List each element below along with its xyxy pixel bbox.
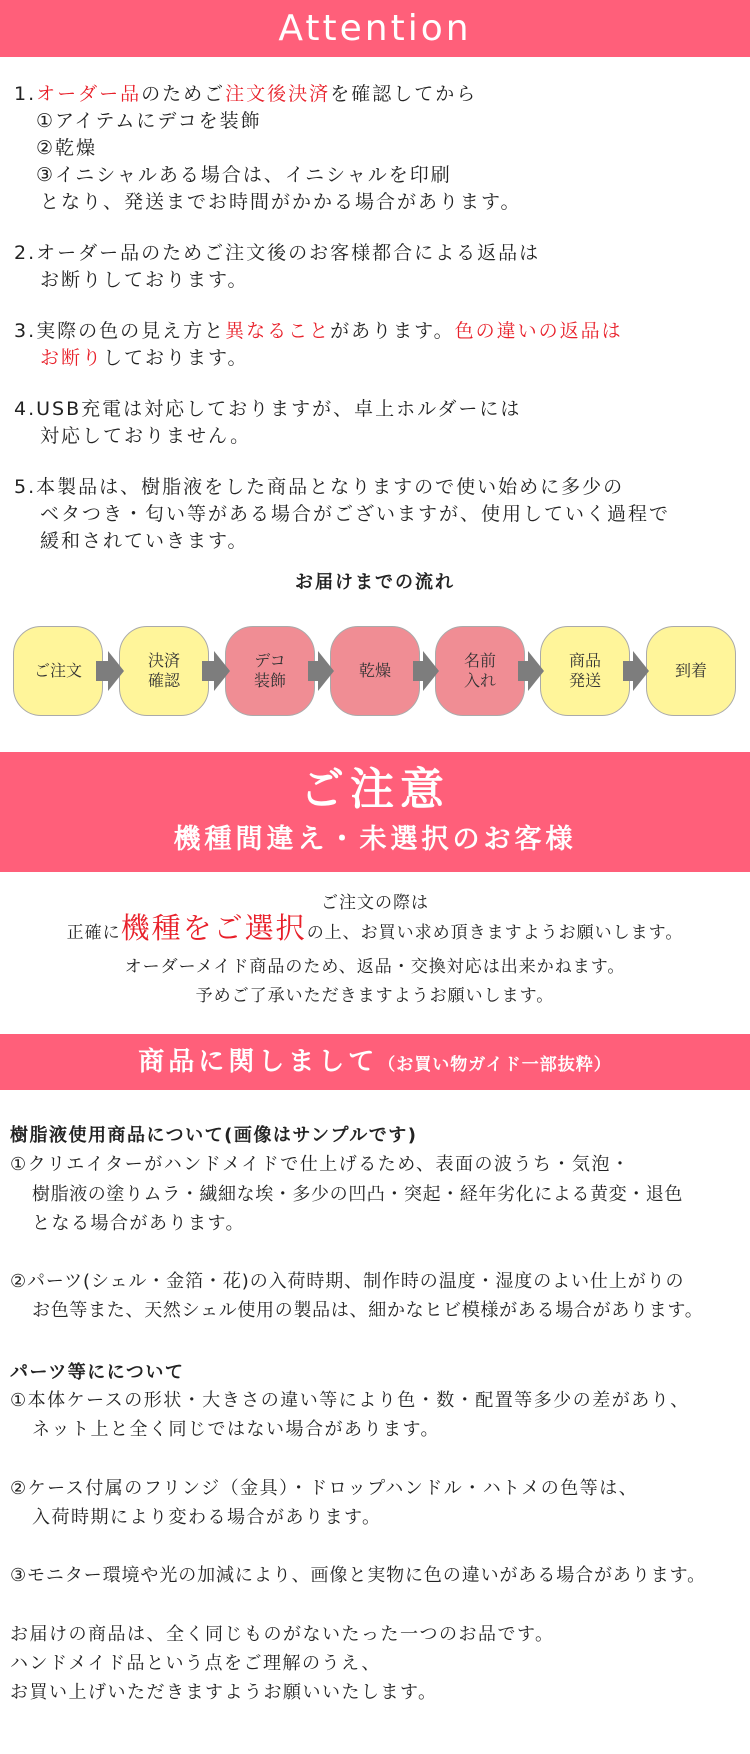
caution-subtitle: 機種間違え・未選択のお客様 (173, 824, 577, 855)
flow-step-name: 名前 入れ (435, 626, 525, 716)
flow-arrowhead-6-icon (633, 651, 649, 691)
product-banner (0, 1034, 750, 1090)
s2-item1-line2: ネット上と全く同じではない場合があります。 (32, 1419, 441, 1440)
attention-item-1-sub-3: ③イニシャルある場合は、イニシャルを印刷 (36, 164, 452, 186)
attention-item-5-line-2: ベタつき・匂い等がある場合がございますが、使用していく過程で (40, 503, 671, 525)
flow-step-ship: 商品 発送 (540, 626, 630, 716)
caution-line-2: 正確に機種をご選択の上、お買い求め頂きますようお願いします。 (66, 911, 684, 945)
flow-title: お届けまでの流れ (295, 572, 455, 593)
flow-step-deco: デコ 装飾 (225, 626, 315, 716)
attention-item-5-line-1: 5.本製品は、樹脂液をした商品となりますので使い始めに多少の (14, 476, 625, 498)
closing-line-2: ハンドメイド品という点をご理解のうえ、 (10, 1653, 382, 1674)
attention-item-1-sub-2: ②乾燥 (36, 137, 98, 159)
attention-item-1-sub-4: となり、発送までお時間がかかる場合があります。 (40, 191, 522, 213)
attention-item-3-line-1: 3.実際の色の見え方と異なることがあります。色の違いの返品は (14, 320, 623, 342)
flow-step-arrival: 到着 (646, 626, 736, 716)
s2-item1-line1: ①本体ケースの形状・大きさの違い等により色・数・配置等多少の差があり、 (10, 1390, 690, 1411)
caution-title: ご注意 (300, 764, 450, 815)
section2-heading: パーツ等にについて (10, 1362, 185, 1383)
attention-banner (0, 0, 750, 57)
s2-item2-line2: 入荷時期により変わる場合があります。 (32, 1507, 382, 1528)
caution-banner (0, 752, 750, 872)
s2-item3: ③モニター環境や光の加減により、画像と実物に色の違いがある場合があります。 (10, 1565, 706, 1586)
s1-item2-line1: ②パーツ(シェル・金箔・花)の入荷時期、制作時の温度・湿度のよい仕上がりの (10, 1271, 685, 1292)
attention-item-4-line-2: 対応しておりません。 (40, 425, 252, 447)
attention-item-3-line-2: お断りしております。 (40, 347, 249, 369)
s1-item2-line2: お色等また、天然シェル使用の製品は、細かなヒビ模様がある場合があります。 (32, 1300, 704, 1321)
attention-title: Attention (278, 8, 472, 49)
caution-line-4: 予めご了承いただきますようお願いします。 (195, 986, 555, 1006)
s1-item1-line2: 樹脂液の塗りムラ・繊細な埃・多少の凹凸・突起・経年劣化による黄変・退色 (32, 1184, 683, 1205)
flow-step-order: ご注文 (13, 626, 103, 716)
flow-arrowhead-3-icon (318, 651, 334, 691)
attention-item-5-line-3: 緩和されていきます。 (40, 530, 249, 552)
attention-item-1-sub-1: ①アイテムにデコを装飾 (36, 110, 262, 132)
flow-step-payment: 決済 確認 (119, 626, 209, 716)
closing-line-3: お買い上げいただきますようお願いいたします。 (10, 1682, 438, 1703)
s1-item1-line1: ①クリエイターがハンドメイドで仕上げるため、表面の波うち・気泡・ (10, 1154, 631, 1175)
product-title: 商品に関しまして (138, 1047, 379, 1077)
s2-item2-line1: ②ケース付属のフリンジ（金具）・ドロップハンドル・ハトメの色等は、 (10, 1478, 639, 1499)
caution-line-1: ご注文の際は (321, 893, 429, 913)
flow-step-drying: 乾燥 (330, 626, 420, 716)
caution-emphasis: 機種をご選択 (120, 911, 307, 945)
flow-arrowhead-2-icon (214, 651, 230, 691)
attention-item-2-line-2: お断りしております。 (40, 269, 249, 291)
caution-line-3: オーダーメイド商品のため、返品・交換対応は出来かねます。 (124, 957, 626, 977)
flow-arrowhead-4-icon (423, 651, 439, 691)
product-title-small: （お買い物ガイド一部抜粋） (378, 1055, 612, 1075)
flow-arrowhead-5-icon (528, 651, 544, 691)
section1-heading: 樹脂液使用商品について(画像はサンプルです) (10, 1125, 418, 1146)
attention-item-4-line-1: 4.USB充電は対応しておりますが、卓上ホルダーには (14, 398, 522, 420)
attention-item-2-line-1: 2.オーダー品のためご注文後のお客様都合による返品は (14, 242, 541, 264)
attention-item-1-line: 1.オーダー品のためご注文後決済を確認してから (14, 83, 478, 105)
flow-arrowhead-1-icon (108, 651, 124, 691)
closing-line-1: お届けの商品は、全く同じものがないたった一つのお品です。 (10, 1624, 555, 1645)
s1-item1-line3: となる場合があります。 (32, 1213, 246, 1234)
